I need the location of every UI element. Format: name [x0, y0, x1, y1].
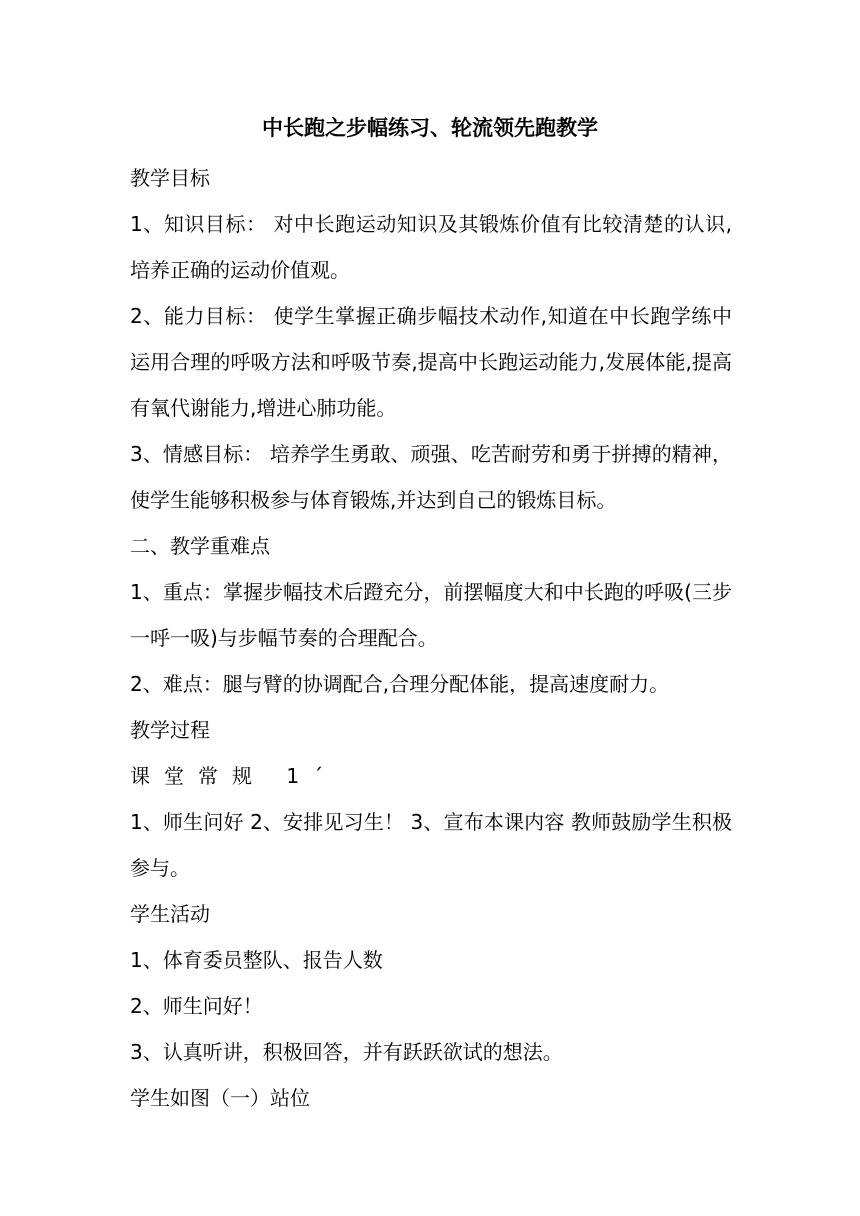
section-heading-goals: 教学目标 — [130, 166, 210, 190]
student-activity-item: 3、认真听讲，积极回答，并有跃跃欲试的想法。 — [130, 1040, 563, 1064]
document-title: 中长跑之步幅练习、轮流领先跑教学 — [262, 116, 598, 140]
key-point-paragraph: 1、重点：掌握步幅技术后蹬充分，前摆幅度大和中长跑的呼吸(三步一呼一吸)与步幅节奏的合理配合。 — [130, 580, 732, 650]
section-heading-process: 教学过程 — [130, 718, 210, 742]
student-activity-item: 1、体育委员整队、报告人数 — [130, 948, 383, 972]
section-heading-student-activity: 学生活动 — [130, 902, 210, 926]
knowledge-goal-paragraph: 1、知识目标： 对中长跑运动知识及其锻炼价值有比较清楚的认识,培养正确的运动价值观。 — [130, 212, 732, 282]
student-position-paragraph: 学生如图（一）站位 — [130, 1086, 310, 1110]
document-body — [130, 155, 732, 1121]
class-routine-paragraph: 1、师生问好 2、安排见习生！ 3、宣布本课内容 教师鼓励学生积极参与。 — [130, 810, 732, 880]
ability-goal-paragraph: 2、能力目标： 使学生掌握正确步幅技术动作,知道在中长跑学练中运用合理的呼吸方法和呼吸节奏,提高中长跑运动能力,发展体能,提高有氧代谢能力,增进心肺功能。 — [130, 304, 732, 420]
student-activity-item: 2、师生问好！ — [130, 994, 263, 1018]
emotion-goal-paragraph: 3、情感目标： 培养学生勇敢、顽强、吃苦耐劳和勇于拼搏的精神，使学生能够积极参与体育锻炼,并达到自己的锻炼目标。 — [130, 442, 732, 512]
class-routine-heading: 课堂常规 1ˊ — [130, 764, 338, 788]
difficulty-paragraph: 2、难点：腿与臂的协调配合,合理分配体能，提高速度耐力。 — [130, 672, 670, 696]
section-heading-key-points: 二、教学重难点 — [130, 534, 270, 558]
